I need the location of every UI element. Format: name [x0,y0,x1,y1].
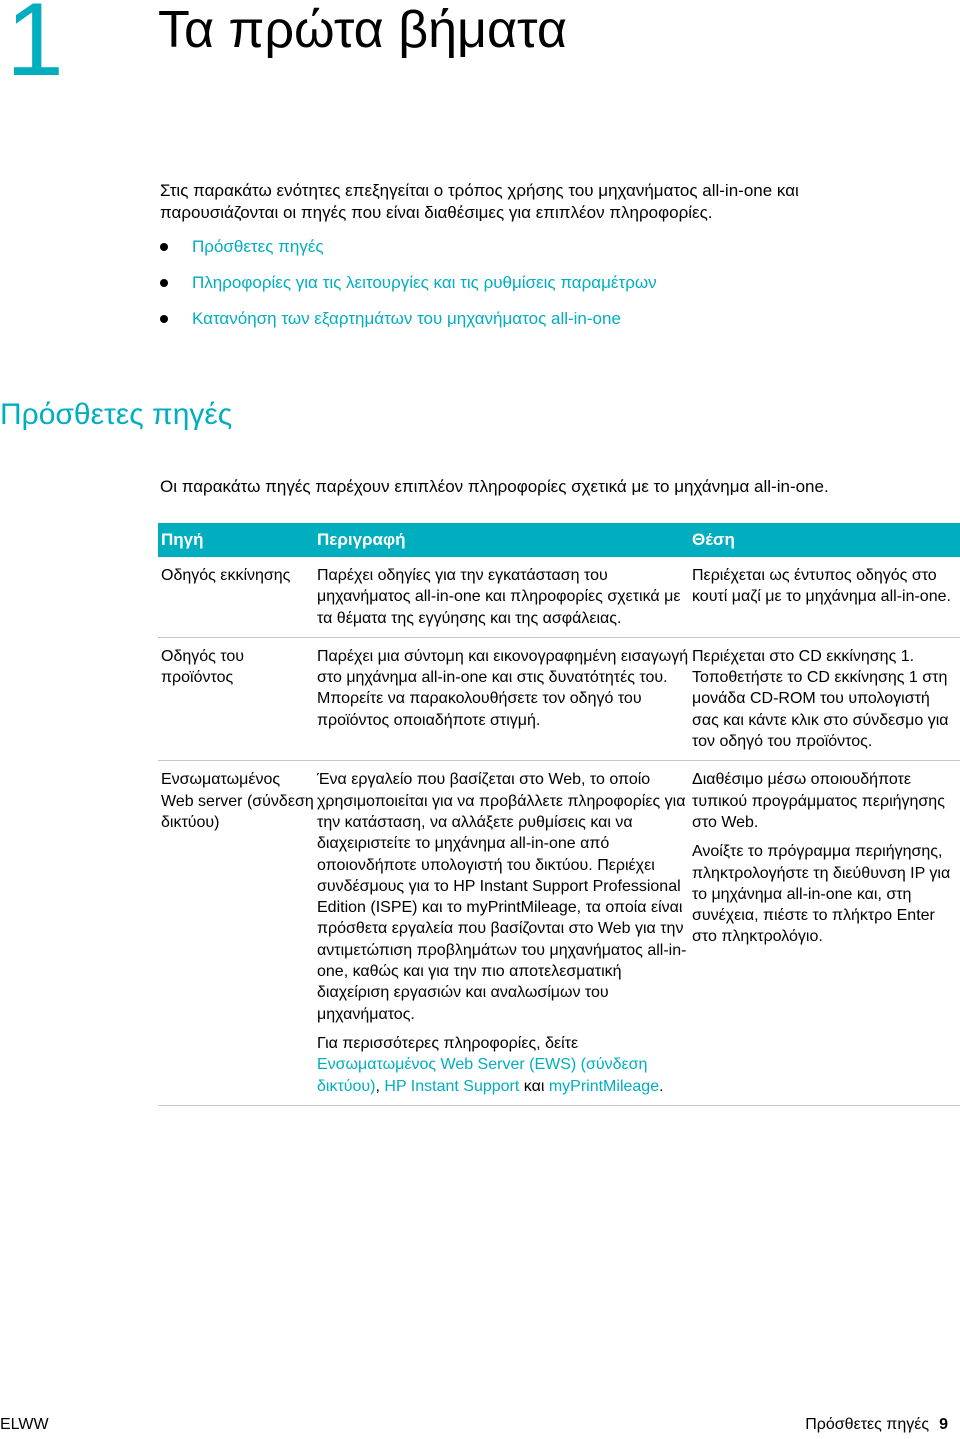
table-row [158,557,960,638]
header-location: Θέση [692,530,735,549]
footer-doc-code: ELWW [0,1416,49,1433]
section-intro: Οι παρακάτω πηγές παρέχουν επιπλέον πληροφορίες σχετικά με το μηχάνημα all-in-one. [160,477,829,496]
footer-section: Πρόσθετες πηγές [805,1416,930,1433]
topic-list [160,236,657,344]
cell-description [317,761,692,1104]
description-text: Ένα εργαλείο που βασίζεται στο Web, το οποίο χρησιμοποιείται για να προβάλλετε πληροφορίες για την κατάσταση, να αλλάξετε ρυθμίσεις και να διαχειριστείτε το μηχάνημα all-in-one από οποιονδήποτε υπολογιστή του δικτύου. Περιέχει συνδέσμους για το HP Instant Support Professional Edition (ISPE) και το myPrintMileage, τα οποία είναι πρόσθετα εργαλεία που βασίζονται στο Web για την αντιμετώπιση προβλημάτων του μηχανήματος all-in-one, καθώς και για την πιο αποτελεσματική διαχείριση εργασιών και αναλωσίμων του μηχανήματος. [317,771,687,1023]
cell-description: Παρέχει οδηγίες για την εγκατάσταση του μηχανήματος all-in-one και πληροφορίες σχετικά με τα θέματα της εγγύησης και της ασφάλειας. [317,567,681,627]
myprintmileage-link[interactable]: myPrintMileage [548,1077,660,1095]
table-row [158,761,960,1105]
footer-page-info [805,1416,948,1434]
chapter-number: 1 [6,0,64,98]
bullet-icon [160,243,168,251]
ews-link[interactable]: Ενσωματωμένος Web Server (EWS) (σύνδεση δικτύου) [317,1056,648,1095]
bullet-icon [160,279,168,287]
intro-paragraph: Στις παρακάτω ενότητες επεξηγείται ο τρόπος χρήσης του μηχανήματος all-in-one και παρουσιάζονται οι πηγές που είναι διαθέσιμες για επιπλέον πληροφορίες. [160,181,799,222]
chapter-title: Τα πρώτα βήματα [158,1,567,59]
cell-location: Περιέχεται ως έντυπος οδηγός στο κουτί μαζί με το μηχάνημα all-in-one. [692,567,951,606]
header-source: Πηγή [161,530,204,549]
topic-link-features-settings[interactable]: Πληροφορίες για τις λειτουργίες και τις ρυθμίσεις παραμέτρων [160,272,657,308]
location-instructions: Ανοίξτε το πρόγραμμα περιήγησης, πληκτρολογήστε τη διεύθυνση IP για το μηχάνημα all-in-one και, στη συνέχεια, πιέστε το πλήκτρο Enter στο πληκτρολόγιο. [692,843,951,946]
cell-description: Παρέχει μια σύντομη και εικονογραφημένη εισαγωγή στο μηχάνημα all-in-one και στις δυνατότητές του. Μπορείτε να παρακολουθήσετε τον οδηγό του προϊόντος οποιαδήποτε στιγμή. [317,647,689,729]
topic-link-additional-sources[interactable]: Πρόσθετες πηγές [160,236,657,272]
page-number: 9 [939,1416,948,1433]
section-title: Πρόσθετες πηγές [0,398,233,431]
cell-source: Οδηγός του προϊόντος [161,647,245,687]
cell-location [692,761,960,1104]
location-text: Διαθέσιμο μέσω οποιουδήποτε τυπικού προγράμματος περιήγησης στο Web. [692,771,945,831]
table-row [158,638,960,761]
bullet-icon [160,315,168,323]
header-description: Περιγραφή [317,530,406,549]
cell-source: Οδηγός εκκίνησης [161,567,291,584]
topic-link-components[interactable]: Κατανόηση των εξαρτημάτων του μηχανήματος all-in-one [160,308,657,344]
sources-table [158,523,960,1106]
cell-location: Περιέχεται στο CD εκκίνησης 1. Τοποθετήστε το CD εκκίνησης 1 στη μονάδα CD-ROM του υπολογιστή σας και κάντε κλικ στο σύνδεσμο για τον οδηγό του προϊόντος. [692,647,949,751]
see-also-text: Για περισσότερες πληροφορίες, δείτε Ενσωματωμένος Web Server (EWS) (σύνδεση δικτύου), HP Instant Support και myPrintMileage. [317,1034,664,1095]
hp-instant-support-link[interactable]: HP Instant Support [384,1077,520,1095]
cell-source: Ενσωματωμένος Web server (σύνδεση δικτύου) [161,771,314,831]
table-header [158,523,960,557]
